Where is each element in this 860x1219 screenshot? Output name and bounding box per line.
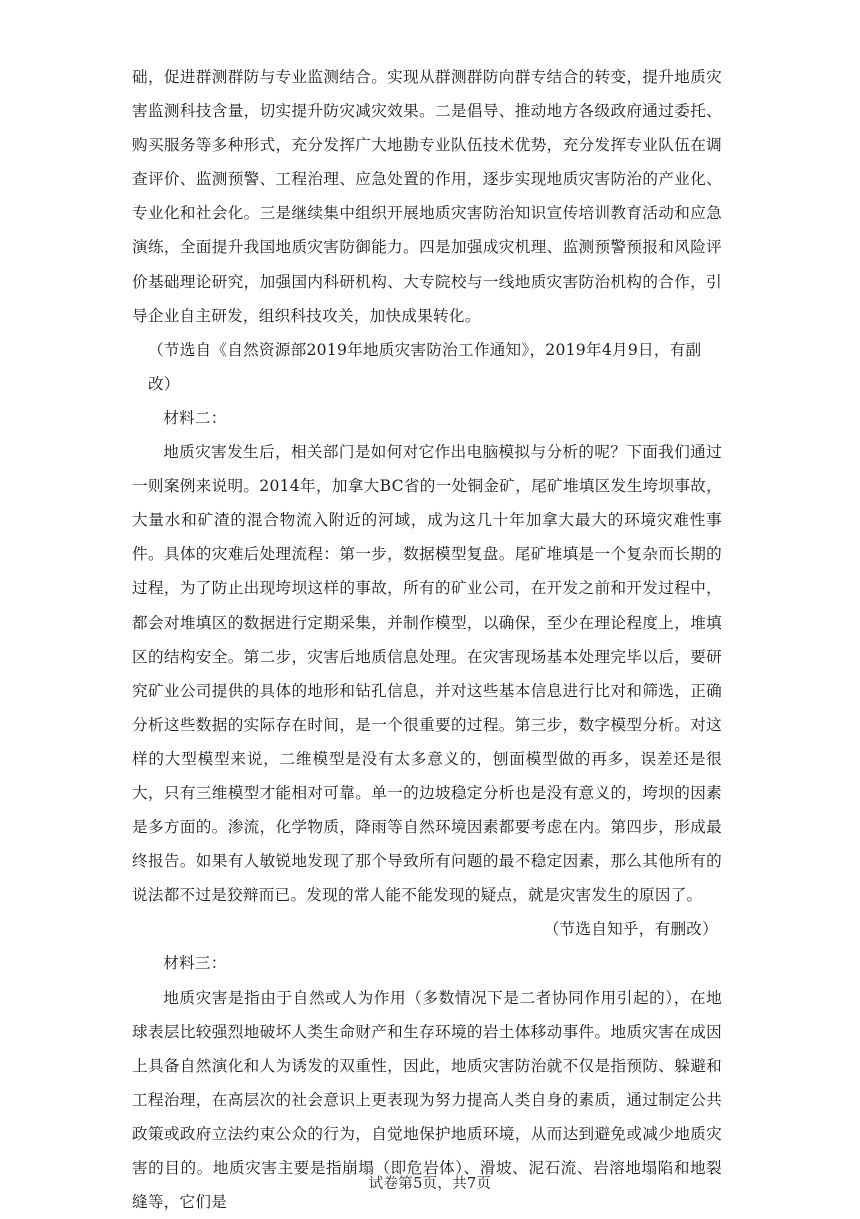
paragraph-material-three: 地质灾害是指由于自然或人为作用（多数情况下是二者协同作用引起的），在地球表层比较强烈地破坏人类生命财产和生存环境的岩土体移动事件。地质灾害在成因上具备自然演化和人为诱发的双重性，因此，地质灾害防治就不仅是指预防、躲避和工程治理，在高层次的社会意识上更表现为努力提高人类自身的素质，通过制定公共政策或政府立法约束公众的行为，自觉地保护地质环境，从而达到避免或减少地质灾害的目的。地质灾害主要是指崩塌（即危岩体）、滑坡、泥石流、岩溶地塌陷和地裂缝等，它们是 (132, 988, 722, 1212)
source-citation-material-two: （节选自知乎，有删改） (543, 920, 718, 939)
source-citation-material-one: （节选自《自然资源部2019年地质灾害防治工作通知》，2019年4月9日，有副改） (148, 340, 702, 393)
document-body (132, 60, 722, 1219)
heading-material-two: 材料二： (163, 408, 227, 427)
heading-material-three: 材料三： (163, 954, 227, 973)
paragraph-material-one-continued: 础，促进群测群防与专业监测结合。实现从群测群防向群专结合的转变，提升地质灾害监测科技含量，切实提升防灾减灾效果。二是倡导、推动地方各级政府通过委托、购买服务等多种形式，充分发挥广大地勘专业队伍技术优势，充分发挥专业队伍在调查评价、监测预警、工程治理、应急处置的作用，逐步实现地质灾害防治的产业化、专业化和社会化。三是继续集中组织开展地质灾害防治知识宣传培训教育活动和应急演练，全面提升我国地质灾害防御能力。四是加强成灾机理、监测预警预报和风险评价基础理论研究，加强国内科研机构、大专院校与一线地质灾害防治机构的合作，引导企业自主研发，组织科技攻关，加快成果转化。 (132, 68, 722, 325)
paragraph-material-two: 地质灾害发生后，相关部门是如何对它作出电脑模拟与分析的呢？下面我们通过一则案例来说明。2014年，加拿大BC省的一处铜金矿，尾矿堆填区发生垮坝事故，大量水和矿渣的混合物流入附近的河域，成为这几十年加拿大最大的环境灾难性事件。具体的灾难后处理流程：第一步，数据模型复盘。尾矿堆填是一个复杂而长期的过程，为了防止出现垮坝这样的事故，所有的矿业公司，在开发之前和开发过程中，都会对堆填区的数据进行定期采集，并制作模型，以确保，至少在理论程度上，堆填区的结构安全。第二步，灾害后地质信息处理。在灾害现场基本处理完毕以后，要研究矿业公司提供的具体的地形和钻孔信息，并对这些基本信息进行比对和筛选，正确分析这些数据的实际存在时间，是一个很重要的过程。第三步，数字模型分析。对这样的大型模型来说，二维模型是没有太多意义的，刨面模型做的再多，误差还是很大，只有三维模型才能相对可靠。单一的边坡稳定分析也是没有意义的，垮坝的因素是多方面的。渗流，化学物质，降雨等自然环境因素都要考虑在内。第四步，形成最终报告。如果有人敏锐地发现了那个导致所有问题的最不稳定因素，那么其他所有的说法都不过是狡辩而已。发现的常人能不能发现的疑点，就是灾害发生的原因了。 (132, 443, 722, 905)
page-footer: 试卷第5页，共7页 (368, 1176, 492, 1192)
